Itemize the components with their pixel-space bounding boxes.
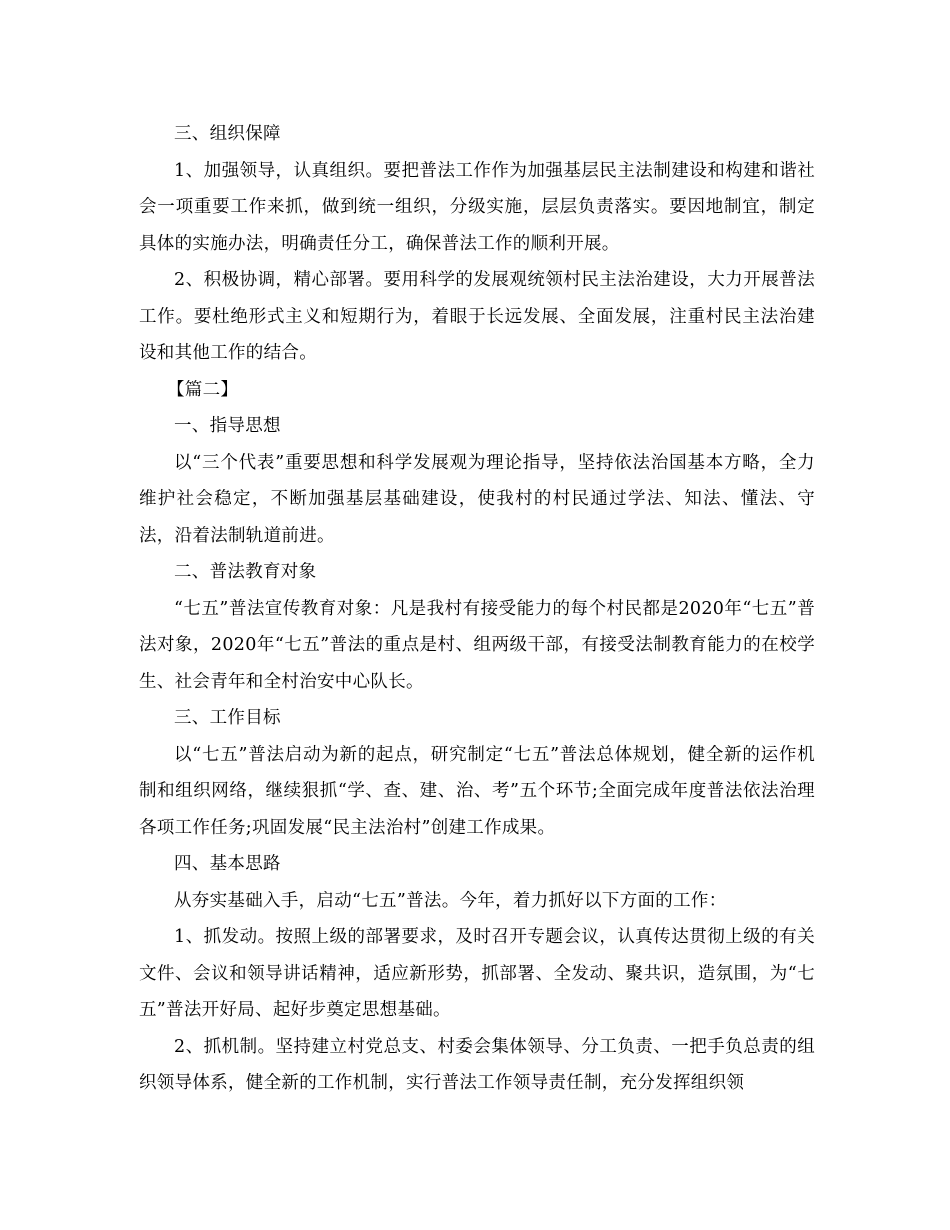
document-body xyxy=(139,116,815,1102)
paragraph-basic-approach: 从夯实基础入手，启动“七五”普法。今年，着力抓好以下方面的工作： xyxy=(174,890,727,911)
paragraph-mechanism: 2、抓机制。坚持建立村党总支、村委会集体领导、分工负责、一把手负总责的组织领导体系，健全新的工作机制，实行普法工作领导责任制，充分发挥组织领 xyxy=(139,1036,815,1093)
heading-education-targets: 二、普法教育对象 xyxy=(174,562,317,582)
paragraph-active-coordination: 2、积极协调，精心部署。要用科学的发展观统领村民主法治建设，大力开展普法工作。要杜绝形式主义和短期行为，着眼于长远发展、全面发展，注重村民主法治建设和其他工作的结合。 xyxy=(139,270,815,363)
heading-guiding-ideology: 一、指导思想 xyxy=(174,416,281,436)
heading-basic-approach: 四、基本思路 xyxy=(174,854,281,874)
paragraph-strengthen-leadership: 1、加强领导，认真组织。要把普法工作作为加强基层民主法制建设和构建和谐社会一项重要工作来抓，做到统一组织，分级实施，层层负责落实。要因地制宜，制定具体的实施办法，明确责任分工，确保普法工作的顺利开展。 xyxy=(139,160,815,254)
paragraph-education-targets: “七五”普法宣传教育对象：凡是我村有接受能力的每个村民都是2020年“七五”普法对象，2020年“七五”普法的重点是村、组两级干部，有接受法制教育能力的在校学生、社会青年和全村治安中心队长。 xyxy=(139,598,815,692)
section-label-part-two: 【篇二】 xyxy=(167,379,239,400)
paragraph-guiding-ideology: 以“三个代表”重要思想和科学发展观为理论指导，坚持依法治国基本方略，全力维护社会稳定，不断加强基层基础建设，使我村的村民通过学法、知法、懂法、守法，沿着法制轨道前进。 xyxy=(139,452,815,546)
heading-organization-guarantee: 三、组织保障 xyxy=(174,124,281,144)
heading-work-goals: 三、工作目标 xyxy=(174,708,281,728)
paragraph-work-goals: 以“七五”普法启动为新的起点，研究制定“七五”普法总体规划，健全新的运作机制和组织网络，继续狠抓“学、查、建、治、考”五个环节;全面完成年度普法依法治理各项工作任务;巩固发展“民主法治村”创建工作成果。 xyxy=(139,744,815,838)
paragraph-mobilization: 1、抓发动。按照上级的部署要求，及时召开专题会议，认真传达贯彻上级的有关文件、会议和领导讲话精神，适应新形势，抓部署、全发动、聚共识，造氛围，为“七五”普法开好局、起好步奠定思想基础。 xyxy=(139,927,815,1020)
